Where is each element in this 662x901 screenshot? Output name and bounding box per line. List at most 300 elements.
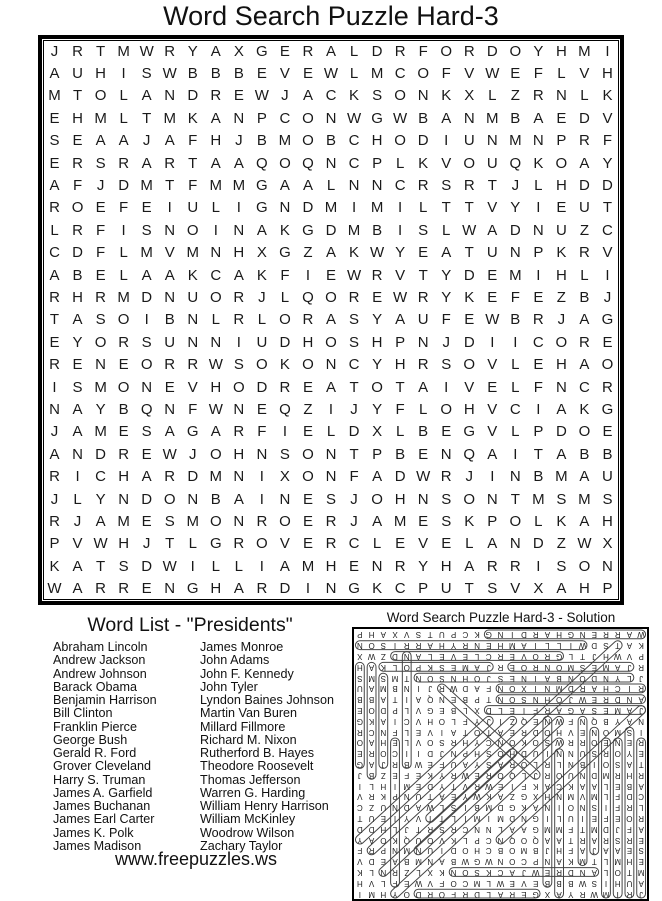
grid-letter: D bbox=[279, 580, 291, 598]
grid-letter: I bbox=[121, 65, 126, 83]
solution-grid-letter: R bbox=[603, 749, 609, 759]
grid-letter: A bbox=[233, 490, 244, 508]
solution-grid-letter: O bbox=[473, 673, 481, 683]
grid-letter: L bbox=[349, 65, 359, 83]
solution-grid-letter: R bbox=[450, 738, 457, 748]
solution-grid-letter: M bbox=[602, 770, 610, 780]
solution-grid-letter: A bbox=[626, 760, 633, 770]
solution-grid-letter: A bbox=[603, 846, 609, 856]
grid-letter: R bbox=[417, 177, 429, 195]
grid-letter: J bbox=[142, 535, 151, 553]
grid-letter: E bbox=[372, 289, 383, 307]
solution-grid-letter: M bbox=[403, 846, 411, 856]
grid-letter: A bbox=[256, 221, 267, 239]
grid-letter: J bbox=[281, 87, 289, 105]
grid-letter: R bbox=[532, 87, 544, 105]
grid-letter: R bbox=[579, 244, 590, 262]
solution-grid-letter: V bbox=[404, 630, 410, 640]
grid-letter: A bbox=[325, 244, 336, 262]
grid-letter: W bbox=[346, 109, 362, 127]
grid-letter: E bbox=[418, 513, 429, 531]
solution-grid-letter: M bbox=[462, 662, 469, 672]
grid-letter: A bbox=[279, 557, 290, 575]
solution-grid-letter: J bbox=[639, 889, 644, 899]
grid-letter: U bbox=[417, 311, 429, 329]
grid-letter: L bbox=[534, 177, 543, 195]
solution-grid-letter: H bbox=[556, 630, 562, 640]
grid-letter: X bbox=[372, 423, 383, 441]
solution-grid-letter: D bbox=[591, 641, 598, 651]
solution-grid-letter: Q bbox=[427, 695, 434, 705]
grid-letter: W bbox=[485, 311, 500, 329]
grid-letter: P bbox=[487, 513, 498, 531]
grid-letter: T bbox=[441, 199, 451, 217]
grid-letter: N bbox=[325, 109, 337, 127]
solution-grid-letter: U bbox=[356, 684, 363, 694]
solution-grid-letter: E bbox=[450, 792, 457, 802]
solution-grid-letter: S bbox=[591, 706, 597, 716]
grid-letter: A bbox=[302, 87, 313, 105]
grid-letter: Y bbox=[187, 42, 198, 60]
grid-letter: E bbox=[302, 65, 313, 83]
solution-grid-letter: N bbox=[497, 684, 504, 694]
grid-letter: T bbox=[96, 557, 106, 575]
grid-letter: L bbox=[418, 401, 428, 419]
grid-letter: W bbox=[162, 557, 177, 575]
grid-letter: L bbox=[211, 557, 220, 575]
grid-letter: U bbox=[187, 289, 199, 307]
solution-grid-letter: M bbox=[473, 814, 481, 824]
solution-grid-letter: B bbox=[626, 781, 633, 791]
solution-grid-letter: A bbox=[474, 662, 480, 672]
grid-letter: T bbox=[72, 87, 83, 105]
solution-grid-letter: U bbox=[579, 749, 586, 759]
solution-grid-letter: S bbox=[521, 695, 527, 705]
grid-letter: I bbox=[351, 199, 357, 217]
solution-grid-letter: D bbox=[521, 630, 527, 640]
grid-letter: I bbox=[490, 468, 495, 486]
grid-letter: B bbox=[579, 289, 590, 307]
solution-grid-letter: K bbox=[533, 781, 539, 791]
solution-grid-letter: T bbox=[357, 814, 363, 824]
solution-grid-letter: R bbox=[439, 684, 445, 694]
solution-grid-letter: A bbox=[497, 727, 504, 737]
solution-grid-letter: O bbox=[591, 738, 598, 748]
grid-letter: B bbox=[72, 266, 83, 284]
grid-letter: N bbox=[602, 557, 613, 575]
solution-grid-letter: L bbox=[486, 878, 492, 888]
solution-grid-letter: E bbox=[509, 673, 515, 683]
grid-letter: R bbox=[579, 333, 590, 351]
solution-grid-letter: R bbox=[556, 868, 562, 878]
solution-grid-letter: D bbox=[462, 684, 469, 694]
solution-grid-letter: N bbox=[497, 835, 504, 845]
solution-grid bbox=[352, 627, 649, 901]
grid-letter: U bbox=[555, 221, 567, 239]
grid-letter: U bbox=[440, 580, 452, 598]
grid-letter: H bbox=[394, 356, 406, 374]
solution-grid-letter: T bbox=[580, 652, 585, 662]
grid-letter: A bbox=[441, 244, 452, 262]
grid-letter: I bbox=[259, 490, 264, 508]
solution-grid-letter: N bbox=[579, 770, 586, 780]
solution-grid-letter: I bbox=[487, 814, 490, 824]
solution-grid-letter: D bbox=[591, 770, 598, 780]
solution-grid-letter: A bbox=[556, 857, 562, 867]
solution-grid-letter: O bbox=[520, 760, 528, 770]
grid-letter: B bbox=[187, 65, 198, 83]
grid-letter: H bbox=[371, 132, 383, 150]
grid-letter: C bbox=[509, 401, 521, 419]
solution-grid-letter: A bbox=[380, 695, 386, 705]
grid-letter: N bbox=[417, 333, 429, 351]
grid-letter: M bbox=[209, 177, 223, 195]
solution-grid-letter: Z bbox=[380, 652, 386, 662]
solution-grid-letter: N bbox=[380, 868, 387, 878]
grid-letter: A bbox=[49, 266, 60, 284]
word-list-item: Gerald R. Ford bbox=[53, 746, 137, 760]
grid-letter: F bbox=[441, 311, 451, 329]
solution-grid-letter: R bbox=[626, 889, 633, 899]
solution-grid-letter: S bbox=[439, 662, 445, 672]
grid-letter: K bbox=[279, 221, 290, 239]
grid-letter: D bbox=[256, 378, 268, 396]
solution-grid-letter: D bbox=[567, 684, 574, 694]
solution-grid-letter: Y bbox=[474, 738, 480, 748]
solution-grid-letter: E bbox=[638, 835, 644, 845]
grid-letter: B bbox=[602, 445, 613, 463]
solution-grid-letter: J bbox=[615, 824, 620, 834]
grid-letter: Y bbox=[95, 401, 106, 419]
grid-letter: A bbox=[579, 468, 590, 486]
solution-grid-letter: D bbox=[450, 846, 457, 856]
grid-letter: L bbox=[73, 490, 82, 508]
solution-grid-letter: S bbox=[626, 727, 633, 737]
solution-grid-letter: W bbox=[578, 878, 587, 888]
solution-grid-letter: N bbox=[356, 641, 363, 651]
solution-grid-letter: E bbox=[474, 770, 480, 780]
solution-grid-letter: D bbox=[614, 695, 621, 705]
grid-letter: O bbox=[94, 333, 107, 351]
grid-letter: H bbox=[555, 266, 567, 284]
grid-letter: E bbox=[233, 87, 244, 105]
grid-letter: V bbox=[187, 378, 198, 396]
solution-grid-letter: K bbox=[368, 716, 375, 726]
solution-grid-letter: S bbox=[591, 803, 597, 813]
grid-letter: L bbox=[119, 266, 128, 284]
solution-grid-letter: E bbox=[521, 889, 527, 899]
solution-grid-letter: E bbox=[638, 749, 644, 759]
solution-grid-letter: M bbox=[590, 792, 598, 802]
grid-letter: C bbox=[49, 244, 60, 262]
solution-grid-letter: N bbox=[474, 641, 480, 651]
solution-grid-letter: H bbox=[380, 781, 387, 791]
grid-letter: R bbox=[95, 289, 107, 307]
word-list-item: James K. Polk bbox=[53, 825, 134, 840]
solution-grid-letter: L bbox=[603, 857, 609, 867]
solution-grid-letter: O bbox=[509, 846, 516, 856]
puzzle-letter-grid bbox=[43, 40, 619, 600]
grid-letter: F bbox=[418, 42, 428, 60]
grid-letter: B bbox=[256, 132, 267, 150]
grid-letter: J bbox=[442, 333, 450, 351]
solution-grid-letter: G bbox=[356, 716, 363, 726]
solution-grid-letter: O bbox=[614, 749, 621, 759]
grid-letter: L bbox=[395, 154, 405, 172]
grid-letter: G bbox=[256, 199, 268, 217]
solution-grid-letter: B bbox=[392, 684, 398, 694]
grid-letter: K bbox=[349, 244, 360, 262]
solution-grid-letter: E bbox=[615, 781, 621, 791]
solution-grid-letter: M bbox=[403, 781, 411, 791]
grid-letter: N bbox=[509, 535, 521, 553]
word-list-item: James Buchanan bbox=[53, 799, 151, 813]
solution-grid-letter: R bbox=[579, 684, 586, 694]
solution-grid-letter: E bbox=[415, 727, 422, 737]
solution-grid-letter: R bbox=[497, 662, 504, 672]
grid-letter: R bbox=[72, 42, 83, 60]
grid-letter: L bbox=[511, 356, 520, 374]
solution-word-capsule bbox=[484, 630, 645, 639]
solution-grid-letter: O bbox=[602, 727, 610, 737]
grid-letter: E bbox=[487, 289, 498, 307]
solution-grid-letter: D bbox=[626, 792, 633, 802]
solution-grid-letter: R bbox=[415, 641, 422, 651]
grid-letter: R bbox=[348, 289, 360, 307]
grid-letter: A bbox=[325, 378, 336, 396]
solution-grid-letter: K bbox=[486, 868, 492, 878]
grid-letter: O bbox=[578, 557, 591, 575]
grid-letter: R bbox=[579, 132, 590, 150]
word-list-item: Warren G. Harding bbox=[200, 785, 306, 800]
grid-letter: N bbox=[233, 513, 245, 531]
solution-grid-letter: D bbox=[392, 652, 398, 662]
grid-letter: G bbox=[463, 423, 476, 441]
solution-grid-letter: J bbox=[639, 673, 644, 683]
grid-letter: M bbox=[48, 87, 61, 105]
grid-letter: Y bbox=[418, 557, 429, 575]
grid-letter: A bbox=[118, 132, 129, 150]
grid-letter: O bbox=[440, 42, 453, 60]
grid-letter: L bbox=[372, 535, 382, 553]
solution-grid-letter: Z bbox=[404, 868, 410, 878]
grid-letter: V bbox=[464, 65, 475, 83]
grid-letter: W bbox=[462, 221, 477, 239]
solution-grid-letter: I bbox=[534, 641, 537, 651]
grid-letter: R bbox=[118, 580, 130, 598]
grid-letter: R bbox=[233, 311, 245, 329]
grid-letter: E bbox=[256, 401, 267, 419]
grid-letter: O bbox=[325, 333, 337, 351]
solution-grid-letter: P bbox=[474, 695, 480, 705]
word-list-item: Theodore Roosevelt bbox=[200, 759, 314, 774]
solution-grid-letter: A bbox=[626, 706, 633, 716]
word-list-column-2 bbox=[200, 641, 334, 853]
solution-grid-letter: E bbox=[427, 760, 433, 770]
solution-grid-letter: Y bbox=[404, 814, 410, 824]
grid-letter: E bbox=[49, 154, 60, 172]
grid-letter: T bbox=[510, 490, 520, 508]
grid-letter: M bbox=[117, 289, 130, 307]
grid-letter: R bbox=[49, 468, 60, 486]
solution-grid-letter: R bbox=[626, 803, 633, 813]
grid-letter: U bbox=[72, 65, 83, 83]
solution-grid-letter: A bbox=[521, 824, 527, 834]
solution-grid-letter: S bbox=[603, 641, 609, 651]
grid-letter: Q bbox=[302, 289, 314, 307]
grid-letter: D bbox=[463, 266, 475, 284]
grid-letter: B bbox=[579, 445, 590, 463]
grid-letter: E bbox=[118, 356, 129, 374]
grid-letter: I bbox=[605, 42, 610, 60]
solution-grid-letter: I bbox=[393, 641, 397, 651]
grid-letter: Z bbox=[579, 221, 590, 239]
grid-letter: O bbox=[417, 65, 429, 83]
word-list-item: Rutherford B. Hayes bbox=[200, 746, 315, 760]
solution-grid-letter: N bbox=[521, 673, 527, 683]
solution-grid-letter: N bbox=[603, 673, 609, 683]
grid-letter: N bbox=[95, 356, 107, 374]
solution-grid-letter: E bbox=[591, 662, 597, 672]
grid-letter: E bbox=[556, 199, 567, 217]
solution-grid-letter: L bbox=[556, 641, 562, 651]
solution-grid-letter: I bbox=[581, 814, 584, 824]
solution-grid-letter: M bbox=[590, 824, 598, 834]
solution-grid-letter: P bbox=[415, 662, 422, 672]
grid-letter: W bbox=[162, 65, 177, 83]
solution-grid-letter: R bbox=[509, 889, 516, 899]
grid-letter: A bbox=[487, 445, 498, 463]
grid-letter: F bbox=[72, 177, 83, 195]
grid-letter: Z bbox=[303, 401, 313, 419]
solution-grid-letter: R bbox=[544, 652, 551, 662]
grid-letter: N bbox=[555, 378, 567, 396]
grid-letter: E bbox=[302, 535, 313, 553]
solution-grid-letter: V bbox=[626, 652, 633, 662]
solution-grid-letter: A bbox=[368, 760, 375, 770]
grid-letter: Y bbox=[602, 154, 613, 172]
grid-letter: X bbox=[256, 244, 267, 262]
grid-letter: T bbox=[464, 244, 474, 262]
solution-grid-letter: E bbox=[392, 738, 398, 748]
grid-letter: E bbox=[349, 557, 360, 575]
grid-letter: E bbox=[302, 423, 313, 441]
grid-letter: N bbox=[49, 401, 60, 419]
solution-grid-letter: E bbox=[509, 727, 515, 737]
grid-letter: M bbox=[532, 490, 545, 508]
grid-letter: Z bbox=[510, 87, 520, 105]
solution-grid-letter: E bbox=[626, 738, 633, 748]
grid-letter: Y bbox=[372, 356, 383, 374]
solution-grid-letter: H bbox=[614, 878, 621, 888]
grid-letter: B bbox=[418, 423, 429, 441]
solution-grid-letter: H bbox=[497, 641, 504, 651]
grid-letter: W bbox=[393, 109, 408, 127]
grid-letter: A bbox=[164, 423, 175, 441]
grid-letter: L bbox=[211, 199, 220, 217]
page-title: Word Search Puzzle Hard-3 bbox=[163, 1, 499, 31]
solution-grid-letter: T bbox=[416, 824, 421, 834]
solution-grid-letter: Y bbox=[357, 835, 363, 845]
solution-word-capsule bbox=[389, 736, 566, 899]
solution-grid-letter: E bbox=[544, 868, 551, 878]
solution-grid-letter: A bbox=[380, 716, 386, 726]
grid-letter: G bbox=[256, 42, 268, 60]
solution-grid-letter: L bbox=[498, 824, 503, 834]
solution-grid-letter: I bbox=[440, 727, 444, 737]
grid-letter: Y bbox=[395, 244, 406, 262]
grid-letter: H bbox=[302, 333, 314, 351]
grid-letter: T bbox=[349, 378, 359, 396]
solution-grid-letter: U bbox=[427, 846, 434, 856]
solution-grid-letter: A bbox=[368, 738, 375, 748]
solution-grid-letter: E bbox=[603, 738, 609, 748]
solution-grid-letter: P bbox=[357, 630, 363, 640]
grid-letter: A bbox=[325, 42, 336, 60]
solution-grid-letter: D bbox=[591, 673, 598, 683]
solution-grid-letter: A bbox=[626, 641, 633, 651]
solution-grid-letter: W bbox=[531, 868, 540, 878]
solution-grid-letter: K bbox=[380, 792, 386, 802]
grid-letter: G bbox=[348, 580, 360, 598]
solution-grid-letter: H bbox=[380, 738, 387, 748]
grid-letter: F bbox=[96, 244, 106, 262]
grid-letter: R bbox=[49, 199, 60, 217]
grid-letter: N bbox=[371, 177, 383, 195]
solution-grid-letter: H bbox=[509, 749, 516, 759]
word-list-item: Richard M. Nixon bbox=[200, 732, 297, 747]
grid-letter: A bbox=[210, 109, 221, 127]
word-list-item: George Bush bbox=[53, 732, 128, 747]
solution-grid-letter: D bbox=[532, 727, 539, 737]
grid-letter: K bbox=[187, 109, 198, 127]
solution-grid-letter: R bbox=[474, 781, 480, 791]
solution-grid-letter: N bbox=[579, 630, 586, 640]
solution-word-capsule bbox=[424, 639, 624, 824]
grid-letter: A bbox=[49, 65, 60, 83]
grid-letter: O bbox=[256, 356, 268, 374]
grid-letter: U bbox=[256, 333, 268, 351]
grid-letter: J bbox=[350, 513, 358, 531]
solution-grid-letter: G bbox=[509, 803, 516, 813]
solution-grid-letter: V bbox=[427, 878, 433, 888]
grid-letter: O bbox=[302, 356, 314, 374]
solution-grid-letter: L bbox=[439, 803, 445, 813]
grid-letter: N bbox=[509, 244, 521, 262]
grid-letter: A bbox=[395, 311, 406, 329]
solution-grid-letter: A bbox=[579, 781, 586, 791]
solution-grid-letter: A bbox=[474, 684, 480, 694]
grid-letter: E bbox=[302, 490, 313, 508]
solution-grid-letter: R bbox=[427, 889, 434, 899]
grid-letter: V bbox=[487, 423, 498, 441]
grid-letter: C bbox=[348, 535, 360, 553]
solution-grid-letter: B bbox=[368, 770, 375, 780]
grid-letter: W bbox=[139, 42, 154, 60]
grid-letter: H bbox=[95, 65, 107, 83]
grid-letter: D bbox=[602, 177, 613, 195]
grid-letter: F bbox=[257, 423, 267, 441]
grid-letter: C bbox=[348, 356, 360, 374]
solution-grid-letter: U bbox=[532, 749, 539, 759]
solution-grid-letter: S bbox=[439, 824, 445, 834]
word-list-item: Abraham Lincoln bbox=[53, 640, 148, 654]
grid-letter: O bbox=[279, 154, 291, 172]
grid-letter: R bbox=[417, 356, 429, 374]
word-list-item: Lyndon Baines Johnson bbox=[200, 693, 334, 707]
grid-letter: R bbox=[49, 356, 60, 374]
grid-letter: S bbox=[349, 333, 360, 351]
